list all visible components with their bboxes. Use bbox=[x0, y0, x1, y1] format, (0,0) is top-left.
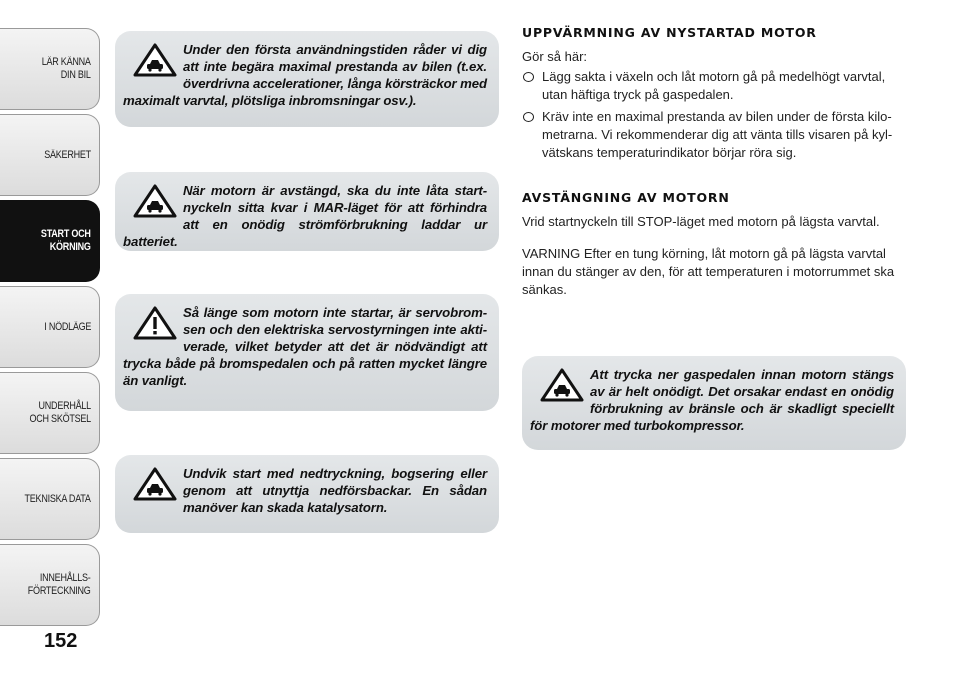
tab-label: UNDERHÅLL OCH SKÖTSEL bbox=[29, 400, 91, 425]
bullet-circle-icon bbox=[523, 112, 534, 122]
main-content bbox=[522, 25, 910, 299]
intro-text: Gör så här: bbox=[522, 49, 588, 64]
warning-text: Att trycka ner gaspedalen innan motorn stängs av är helt onödigt. Det orsakar endast en onödig förbrukning av bränsle och är skadligt speciellt för motorer med turbokompressor. bbox=[530, 367, 894, 433]
warning-text: Undvik start med nedtryckning, bogsering eller genom att utnyttja nedförsbackar. En sådan manöver kan skada katalysatorn. bbox=[183, 466, 487, 515]
list-item-text: Lägg sakta i växeln och låt motorn gå på medelhögt varvtal, utan häftiga tryck på gaspedalen. bbox=[542, 69, 886, 102]
tab-sakerhet[interactable] bbox=[0, 114, 100, 196]
warning-text: Under den första användningstiden råder vi dig att inte begära maximal prestanda av bilen (t.ex. överdrivna accelerationer, långa körsträckor med maximalt varvtal, plötsliga inbromsningar osv.). bbox=[123, 42, 487, 108]
warning-box-first-use bbox=[115, 31, 499, 127]
tab-lar-kanna-din-bil[interactable] bbox=[0, 28, 100, 110]
tab-start-och-korning[interactable] bbox=[0, 200, 100, 282]
warning-text: När motorn är avstängd, ska du inte låta start- nyckeln sitta kvar i MAR-läget för att förhindra att en onödig strömförbrukning laddar ur batteriet. bbox=[123, 183, 487, 249]
tab-label: SÄKERHET bbox=[44, 148, 91, 161]
exclamation-warning-icon bbox=[133, 306, 177, 340]
warning-box-servo bbox=[115, 294, 499, 411]
list-item bbox=[522, 108, 910, 162]
tab-i-nodlage[interactable] bbox=[0, 286, 100, 368]
warning-box-catalyst bbox=[115, 455, 499, 533]
car-warning-icon bbox=[133, 43, 177, 77]
page-number: 152 bbox=[44, 630, 78, 652]
tab-label: INNEHÅLLS- FÖRTECKNING bbox=[28, 572, 91, 597]
section-heading: UPPVÄRMNING AV NYSTARTAD MOTOR bbox=[522, 25, 817, 40]
tab-tekniska-data[interactable] bbox=[0, 458, 100, 540]
list-item bbox=[522, 68, 910, 104]
warning-text: Så länge som motorn inte startar, är servobrom- sen och den elektriska servostyrningen inte akti- verade, vilket betyder att det är nödvändigt att trycka både på bromspedalen och på ratten mycket längre än vanligt. bbox=[123, 305, 487, 388]
bullet-circle-icon bbox=[523, 72, 534, 82]
section-heading: AVSTÄNGNING AV MOTORN bbox=[522, 190, 730, 205]
car-warning-icon bbox=[540, 368, 584, 402]
tab-underhall-och-skotsel[interactable] bbox=[0, 372, 100, 454]
warning-box-accelerator bbox=[522, 356, 906, 450]
car-warning-icon bbox=[133, 184, 177, 218]
tab-label: I NÖDLÄGE bbox=[44, 320, 91, 333]
car-warning-icon bbox=[133, 467, 177, 501]
paragraph: Vrid startnyckeln till STOP-läget med motorn på lägsta varvtal. bbox=[522, 214, 880, 229]
list-item-text: Kräv inte en maximal prestanda av bilen under de första kilo- metrarna. Vi rekommenderar dig att vänta tills visaren på kyl- vätskans temperaturindikator börjar röra sig. bbox=[542, 109, 893, 160]
tab-innehallsforteckning[interactable] bbox=[0, 544, 100, 626]
tab-label: START OCH KÖRNING bbox=[41, 228, 91, 253]
tab-label: LÄR KÄNNA DIN BIL bbox=[42, 56, 91, 81]
tab-label: TEKNISKA DATA bbox=[24, 492, 91, 505]
warning-box-key-position bbox=[115, 172, 499, 251]
paragraph: VARNING Efter en tung körning, låt motorn gå på lägsta varvtal innan du stänger av den, för att temperaturen i motorrummet ska sänkas. bbox=[522, 246, 895, 297]
